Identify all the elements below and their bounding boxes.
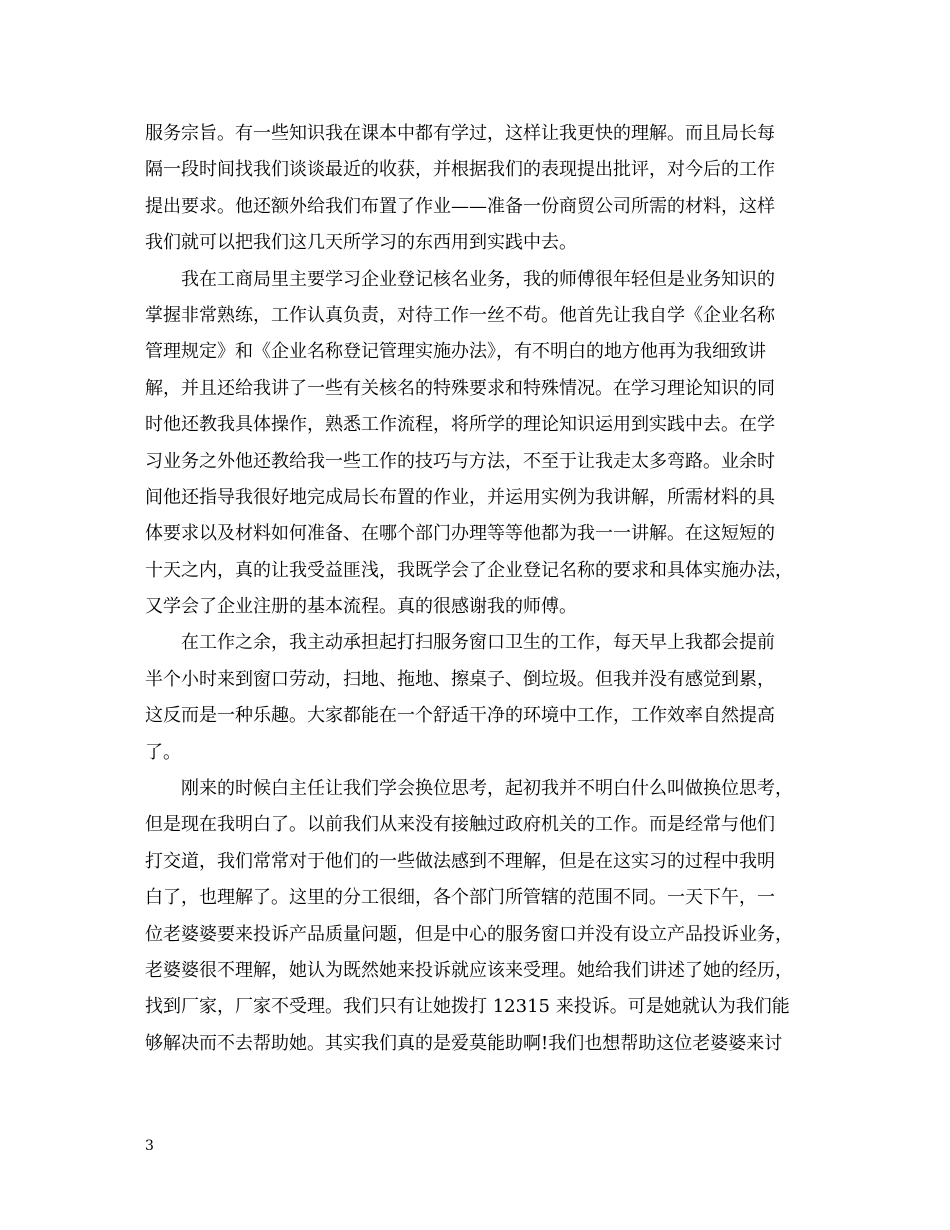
text-line: 十天之内，真的让我受益匪浅，我既学会了企业登记名称的要求和具体实施办法，	[145, 559, 793, 581]
text-line: 提出要求。他还额外给我们布置了作业——准备一份商贸公司所需的材料，这样	[145, 195, 775, 217]
text-line: 在工作之余，我主动承担起打扫服务窗口卫生的工作，每天早上我都会提前	[181, 632, 775, 654]
text-line: 服务宗旨。有一些知识我在课本中都有学过，这样让我更快的理解。而且局长每	[145, 123, 775, 144]
text-line: 刚来的时候白主任让我们学会换位思考，起初我并不明白什么叫做换位思考，	[181, 778, 793, 800]
text-line: 位老婆婆要来投诉产品质量问题，但是中心的服务窗口并没有设立产品投诉业务，	[145, 923, 793, 945]
text-line: 又学会了企业注册的基本流程。真的很感谢我的师傅。	[145, 596, 577, 618]
text-line: 解，并且还给我讲了一些有关核名的特殊要求和特殊情况。在学习理论知识的同	[145, 377, 775, 399]
text-line: 这反而是一种乐趣。大家都能在一个舒适干净的环境中工作，工作效率自然提高	[145, 705, 775, 727]
text-line: 我在工商局里主要学习企业登记核名业务，我的师傅很年轻但是业务知识的	[181, 268, 775, 290]
text-line: 白了，也理解了。这里的分工很细，各个部门所管辖的范围不同。一天下午，一	[145, 887, 775, 909]
text-line: 找到厂家，厂家不受理。我们只有让她拨打 12315 来投诉。可是她就认为我们能	[145, 996, 790, 1018]
text-line: 习业务之外他还教给我一些工作的技巧与方法，不至于让我走太多弯路。业余时	[145, 450, 775, 472]
text-line: 但是现在我明白了。以前我们从来没有接触过政府机关的工作。而是经常与他们	[145, 814, 775, 836]
text-line: 体要求以及材料如何准备、在哪个部门办理等等他都为我一一讲解。在这短短的	[145, 523, 775, 545]
text-line: 我们就可以把我们这几天所学习的东西用到实践中去。	[145, 232, 577, 254]
text-line: 半个小时来到窗口劳动，扫地、拖地、擦桌子、倒垃圾。但我并没有感觉到累，	[145, 668, 775, 690]
body-text	[145, 116, 810, 1062]
text-line: 打交道，我们常常对于他们的一些做法感到不理解，但是在这实习的过程中我明	[145, 850, 775, 872]
text-line: 够解决而不去帮助她。其实我们真的是爱莫能助啊!我们也想帮助这位老婆婆来讨	[145, 1032, 783, 1054]
text-line: 老婆婆很不理解，她认为既然她来投诉就应该来受理。她给我们讲述了她的经历，	[145, 959, 793, 981]
text-line: 间他还指导我很好地完成局长布置的作业，并运用实例为我讲解，所需材料的具	[145, 486, 775, 508]
text-line: 了。	[145, 741, 181, 763]
text-line: 隔一段时间找我们谈谈最近的收获，并根据我们的表现提出批评，对今后的工作	[145, 159, 775, 181]
text-line: 掌握非常熟练，工作认真负责，对待工作一丝不苟。他首先让我自学《企业名称	[145, 304, 775, 326]
text-line: 管理规定》和《企业名称登记管理实施办法》，有不明白的地方他再为我细致讲	[145, 341, 766, 363]
text-line: 时他还教我具体操作，熟悉工作流程，将所学的理论知识运用到实践中去。在学	[145, 414, 775, 436]
page-number: 3	[145, 1138, 154, 1154]
